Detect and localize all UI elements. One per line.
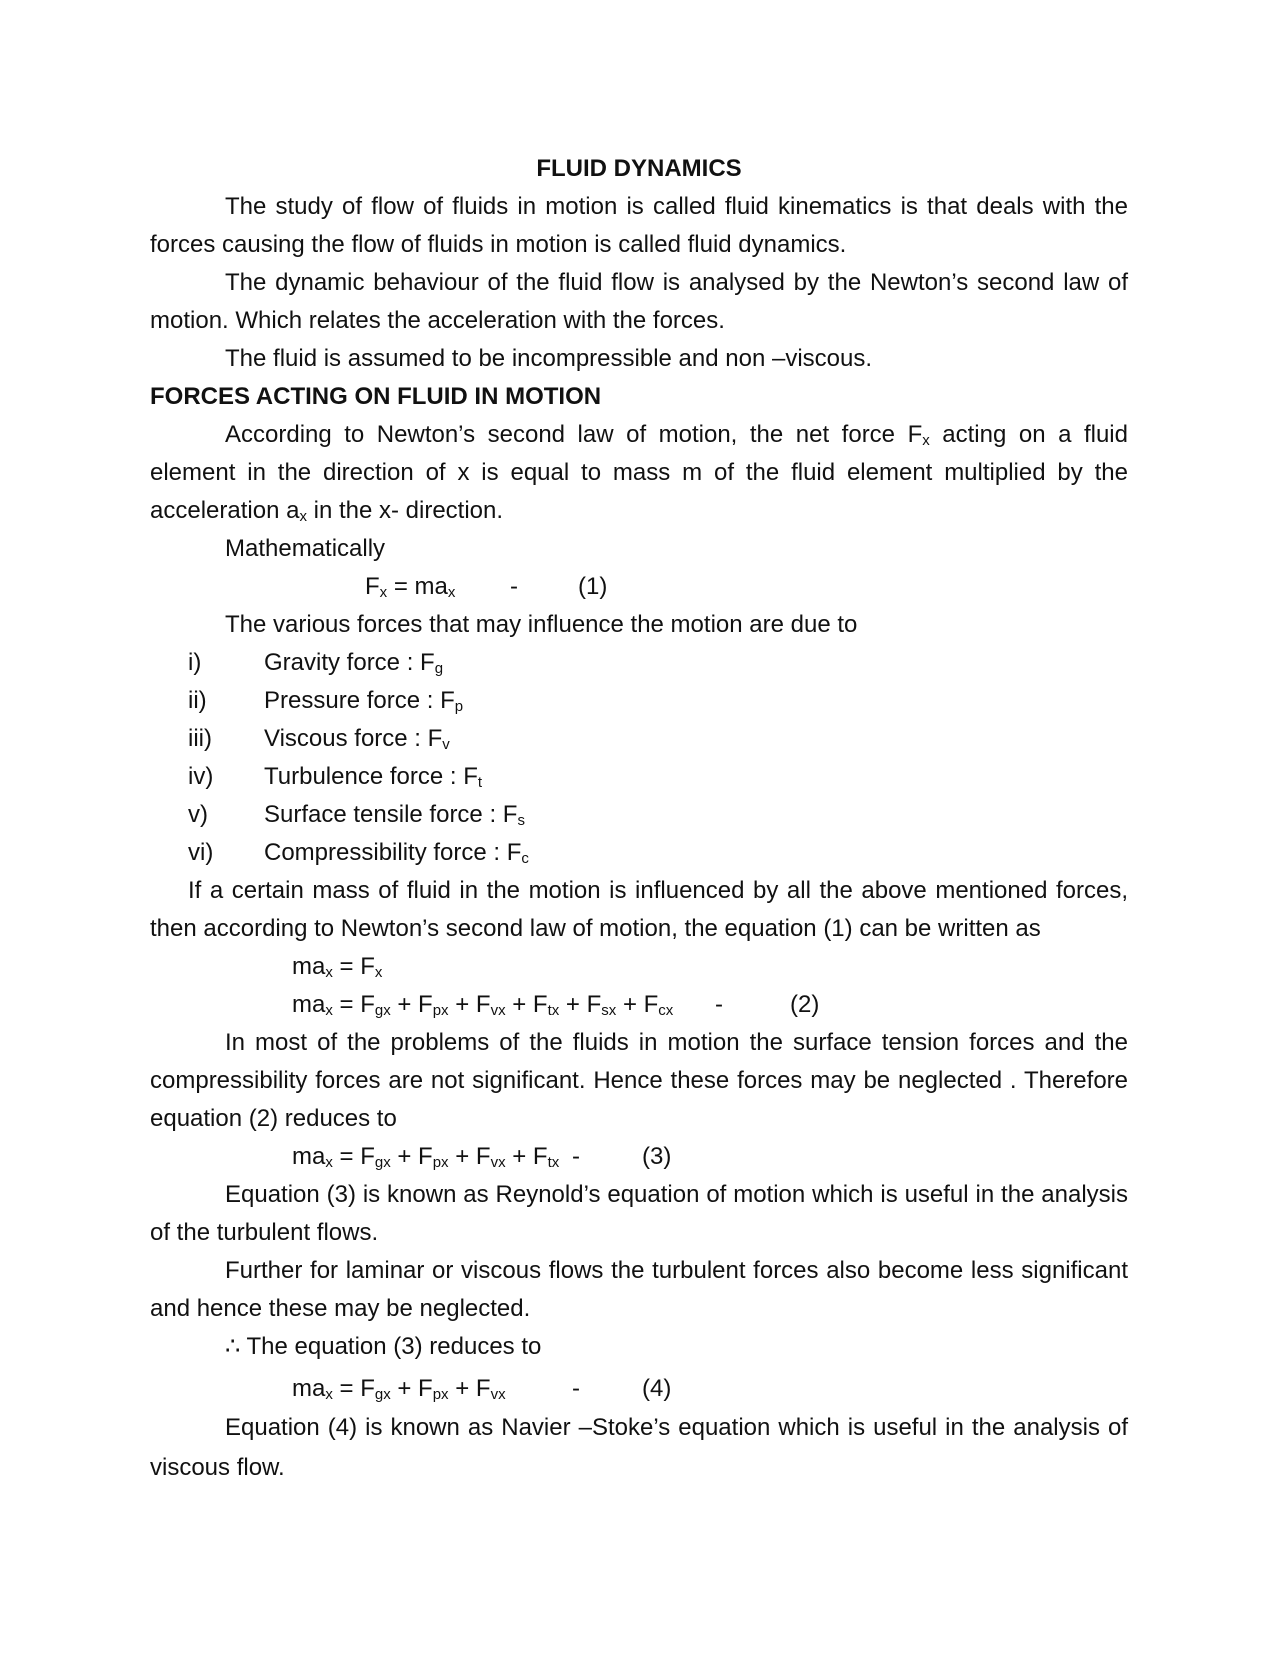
neglect-paragraph: In most of the problems of the fluids in motion the surface tension forces and the compressibility forces are not significant. Hence these forces may be neglected . Therefore equation (2) reduces to bbox=[150, 1029, 1128, 1132]
section-heading: FORCES ACTING ON FLUID IN MOTION bbox=[150, 383, 602, 410]
intro-paragraph-2: The dynamic behaviour of the fluid flow is analysed by the Newton’s second law of motion. Which relates the acceleration with the forces. bbox=[150, 269, 1128, 334]
navier-paragraph: Equation (4) is known as Navier –Stoke’s equation which is useful in the analysis of viscous flow. bbox=[150, 1414, 1128, 1481]
newton-paragraph: According to Newton’s second law of motion, the net force $F_x$ acting on a fluid element in the direction of x is equal to mass m of the fluid element multiplied by the acceleration $a_x$ in the x- direction. bbox=[150, 421, 1128, 525]
intro-paragraph-1: The study of flow of fluids in motion is called fluid kinematics is that deals with the forces causing the flow of fluids in motion is called fluid dynamics. bbox=[150, 193, 1128, 258]
equation-max-fx: $ma_x = F_x$ bbox=[292, 953, 383, 981]
equation-1: $F_x = ma_x$ - (1) bbox=[365, 573, 608, 601]
all-forces-paragraph: If a certain mass of fluid in the motion is influenced by all the above mentioned forces, then according to Newton’s second law of motion, the equation (1) can be written as bbox=[150, 877, 1128, 942]
list-item: iii) Viscous force : $F_v$ bbox=[188, 725, 450, 753]
list-item: v) Surface tensile force : $F_s$ bbox=[188, 801, 525, 829]
intro-paragraph-3: The fluid is assumed to be incompressible and non –viscous. bbox=[225, 345, 873, 372]
forces-list bbox=[150, 644, 1128, 872]
equation-3: $ma_x = F_{gx} + F_{px} + F_{vx} + F_{tx}$ - (3) bbox=[292, 1143, 672, 1171]
list-item: i) Gravity force : $F_g$ bbox=[188, 649, 444, 677]
mathematically-label: Mathematically bbox=[225, 535, 386, 562]
laminar-paragraph: Further for laminar or viscous flows the turbulent forces also become less significant and hence these may be neglected. bbox=[150, 1257, 1128, 1322]
forces-intro: The various forces that may influence the motion are due to bbox=[225, 611, 858, 638]
equation-2: $ma_x = F_{gx} + F_{px} + F_{vx} + F_{tx} + F_{sx} + F_{cx}$ - (2) bbox=[292, 991, 820, 1019]
list-item: ii) Pressure force : $F_p$ bbox=[188, 687, 464, 715]
list-item: iv) Turbulence force : $F_t$ bbox=[188, 763, 483, 791]
reynold-paragraph: Equation (3) is known as Reynold’s equation of motion which is useful in the analysis of the turbulent flows. bbox=[150, 1181, 1128, 1246]
list-item: vi) Compressibility force : $F_c$ bbox=[188, 839, 529, 867]
equation-4: $ma_x = F_{gx} + F_{px} + F_{vx}$ - (4) bbox=[292, 1375, 672, 1403]
therefore-line: ∴ The equation (3) reduces to bbox=[225, 1333, 542, 1360]
page-title: FLUID DYNAMICS bbox=[536, 155, 742, 182]
document-page bbox=[150, 150, 1128, 1488]
